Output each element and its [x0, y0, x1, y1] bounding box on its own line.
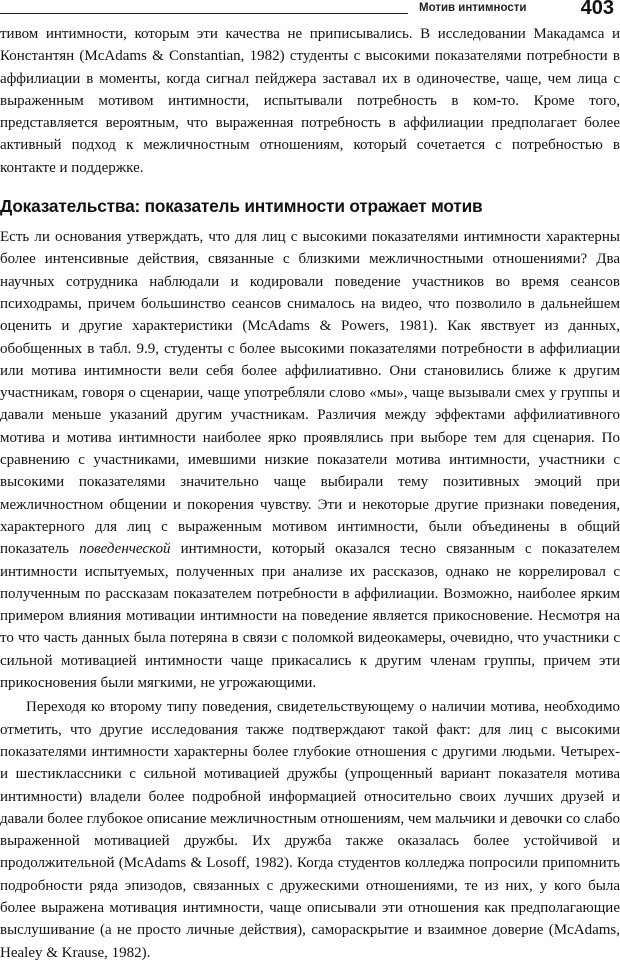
header-rule — [0, 13, 408, 14]
section-heading: Доказательства: показатель интимности отражает мотив — [0, 196, 483, 217]
paragraph-evidence-text-start: Есть ли основания утверждать, что для лиц с высокими показателями интимности характерны более интенсивные действия, связанные с близкими межличностными отношениями? Два научных сотрудника наблюдали и кодировали поведение участников во время сеансов психодрамы, причем большинство сеансов снималось на видео, что позволило в дальнейшем оценить и другие характеристики (McAdams & Powers, 1981). Как явствует из данных, обобщенных в табл. 9.9, студенты с более высокими показателями потребности в аффилиации или мотива интимности вели себя более аффилиативно. Они становились ближе к другим участникам, говоря о сценарии, чаще употребляли слово «мы», чаще вызывали смех у группы и давали меньше указаний другим участникам. Различия между эффектами аффилиативного мотива и мотива интимности наиболее ярко проявлялись при выборе тем для сценария. По сравнению с участниками, имевшими низкие показатели мотива интимности, участники с высокими показателями значительно чаще выбирали тему позитивных эмоций при межличностном общении и покорения чувству. Эти и некоторые другие признаки поведения, характерного для лиц с выраженным мотивом интимности, были объединены в общий показатель — [0, 229, 620, 558]
paragraph-continued: тивом интимности, которым эти качества не приписывались. В исследовании Макадамса и Константян (McAdams & Constantian, 1982) студенты с высокими показателями потребности в аффилиации в моменты, когда сигнал пейджера заставал их в одиночестве, чаще, чем лица с выраженным мотивом интимности, испытывали потребность в ком-то. Кроме того, представляется вероятным, что выраженная потребность в аффилиации предполагает более активный подход к межличностным отношениям, который сочетается с потребностью в контакте и поддержке. — [0, 26, 620, 176]
paragraph-evidence-text-end: интимности, который оказался тесно связанным с показателем интимности испытуемых, полученных при анализе их рассказов, однако не коррелировал с полученным по рассказам показателем потребности в аффилиации. Возможно, наиболее ярким примером влияния мотивации интимности на поведение является прикосновение. Несмотря на то что часть данных была потеряна в связи с поломкой видеокамеры, очевидно, что участники с сильной мотивацией интимности чаще прикасались к другим членам группы, причем эти прикосновения были мягкими, не угрожающими. — [0, 541, 620, 692]
paragraph-second-behavior: Переходя ко второму типу поведения, свидетельствующему о наличии мотива, необходимо отметить, что другие исследования также подтверждают такой факт: для лиц с высокими показателями интимности характерны более глубокие отношения с другими людьми. Четырех- и шестиклассники с сильной мотивацией дружбы (упрощенный вариант показателя мотива интимности) владели более подробной информацией относительно своих лучших друзей и давали более глубокое описание межличностным отношениям, чем мальчики и девочки со слабо выраженной мотивацией дружбы. Их дружба также оказалась более устойчивой и продолжительной (McAdams & Losoff, 1982). Когда студентов колледжа попросили припомнить подробности ряда эпизодов, связанных с дружескими отношениями, те из них, у кого была более выражена мотивация интимности, чаще описывали эти отношения как предполагающие выслушивание (а не просто личные действия), самораскрытие и взаимное доверие (McAdams, Healey & Krause, 1982). — [0, 699, 620, 961]
running-head — [0, 0, 620, 22]
paragraph-evidence — [0, 226, 620, 694]
page-body — [0, 23, 620, 964]
running-title: Мотив интимности — [419, 2, 527, 14]
page-number: 403 — [580, 0, 614, 19]
italic-term: поведенческой — [79, 541, 171, 558]
